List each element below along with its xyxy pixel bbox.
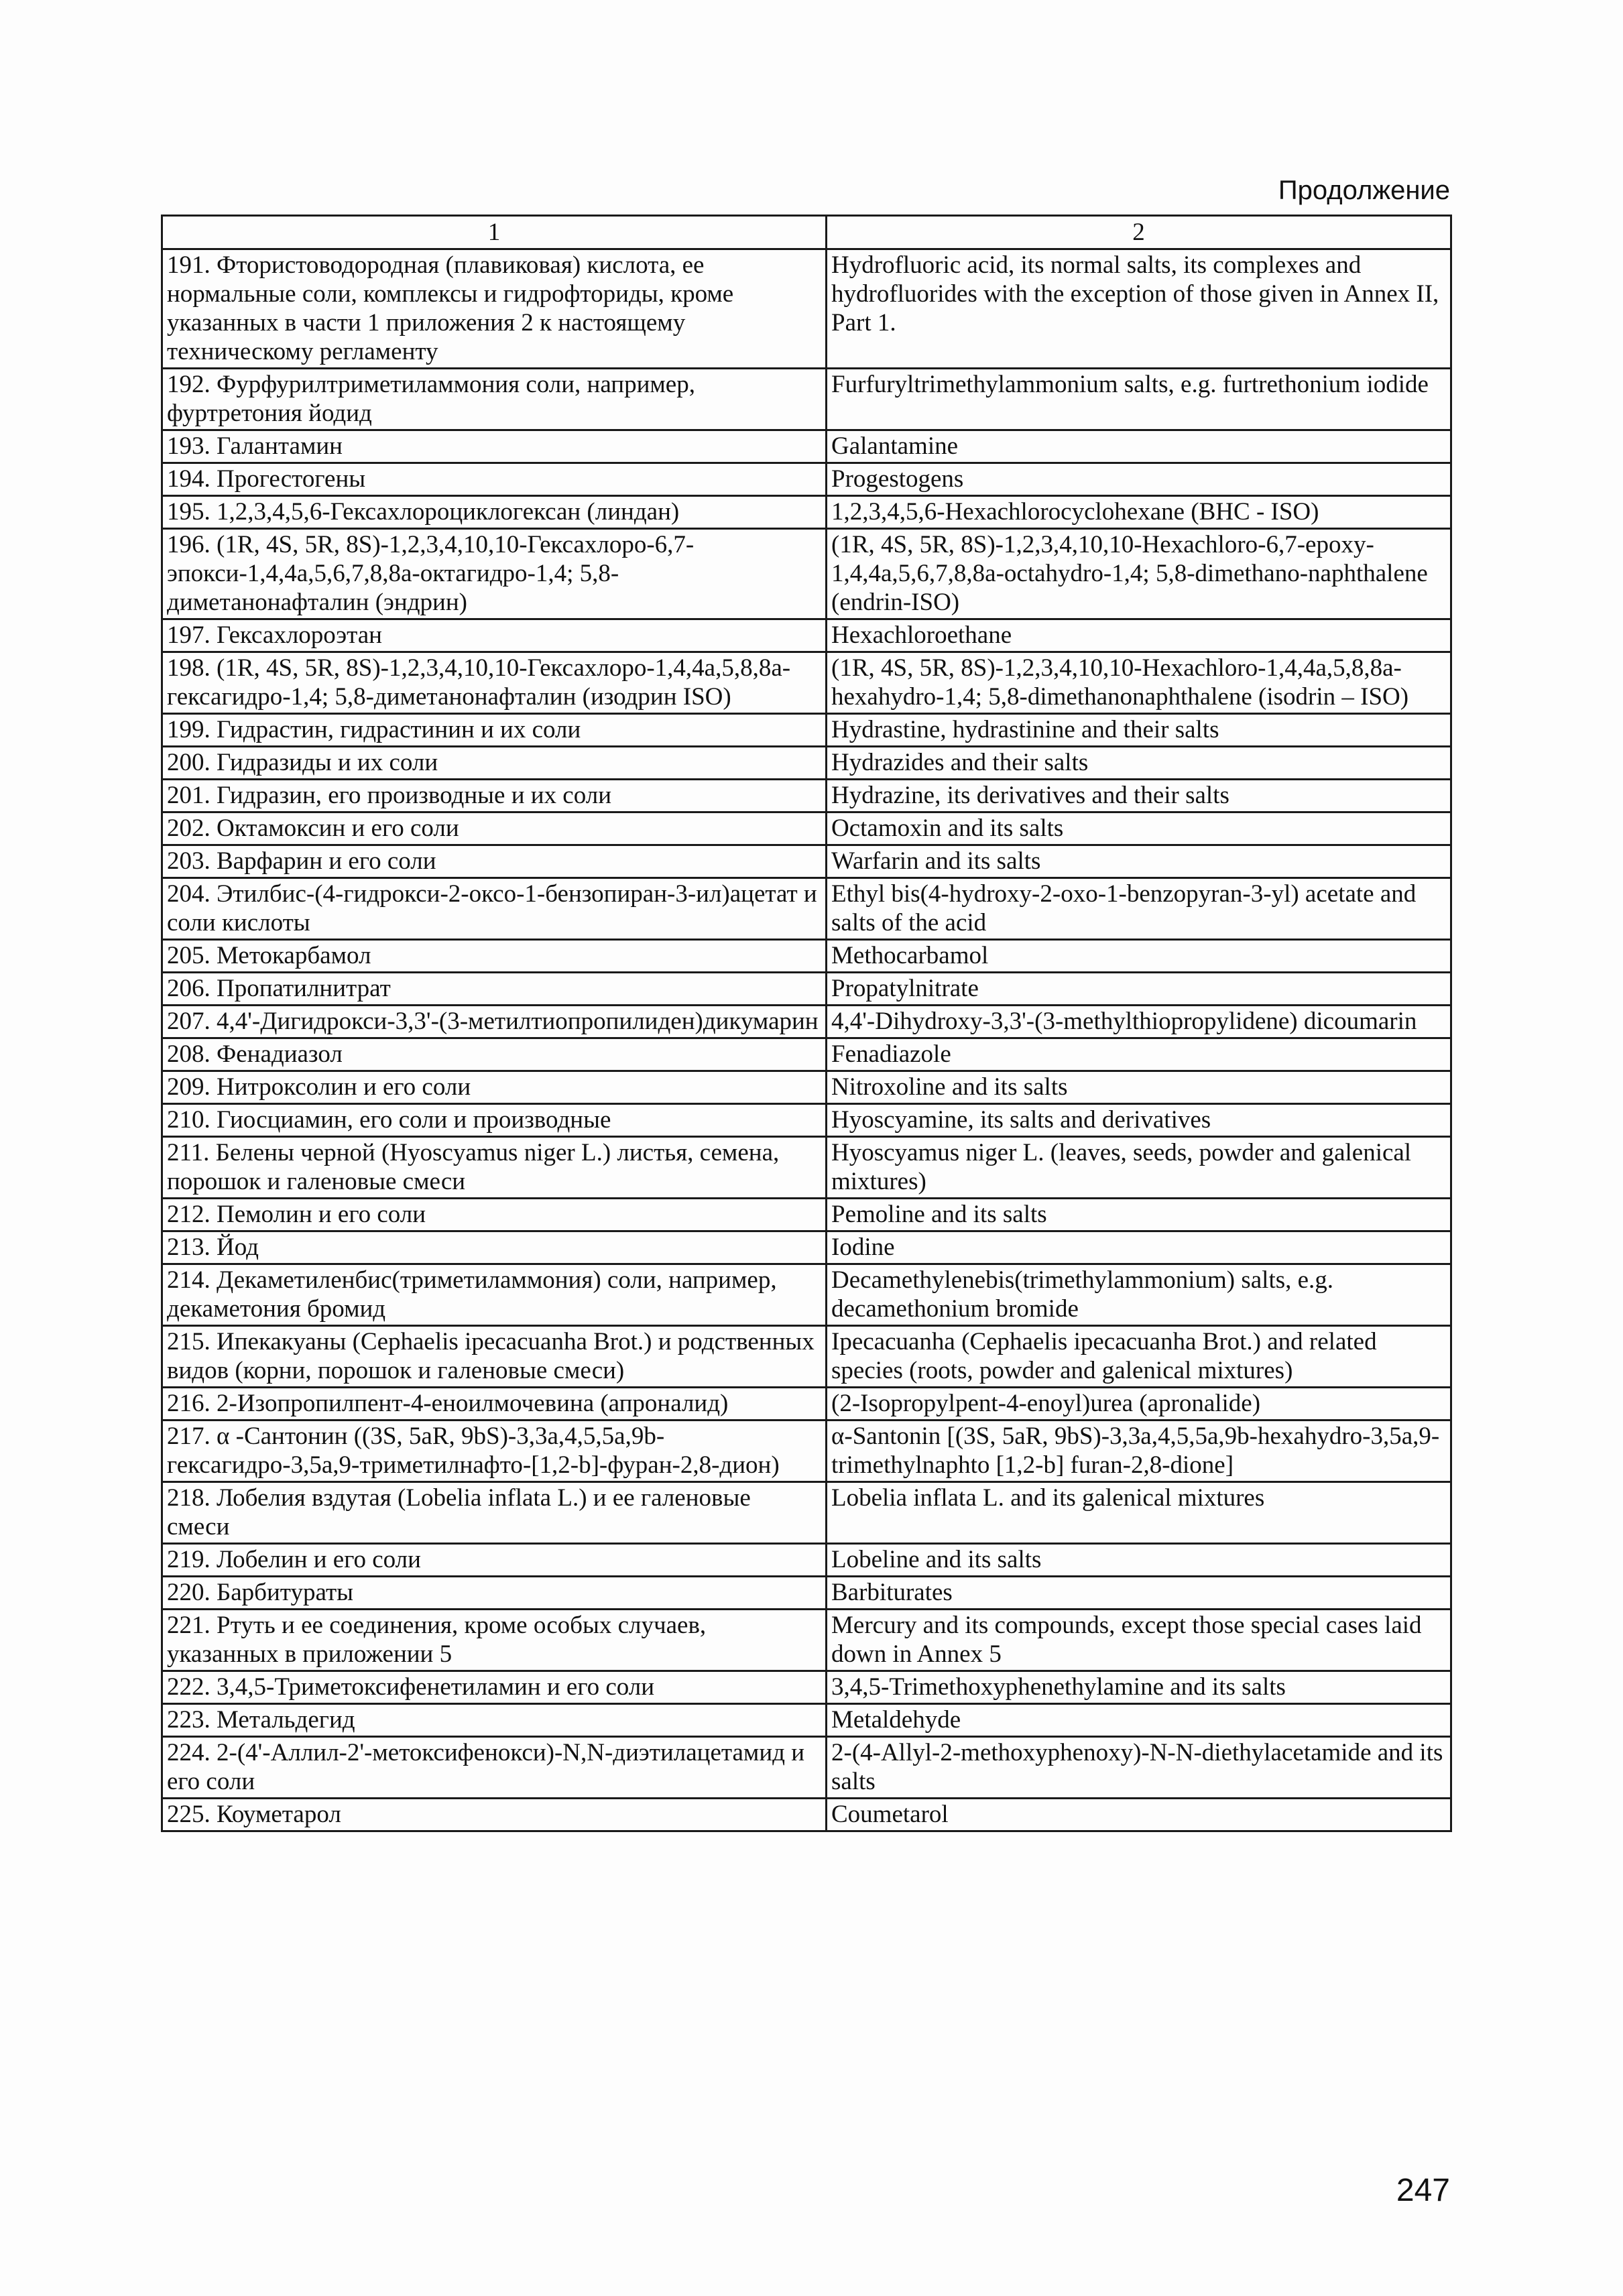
cell-russian: 217. α -Сантонин ((3S, 5aR, 9bS)-3,3a,4,5,5a,9b-гексагидро-3,5a,9-триметилнафто-[1,2-b]-фуран-2,8-дион) — [162, 1421, 827, 1482]
cell-english: Octamoxin and its salts — [827, 812, 1451, 845]
cell-russian: 201. Гидразин, его производные и их соли — [162, 780, 827, 812]
table-row — [162, 1610, 1451, 1671]
cell-english: Ethyl bis(4-hydroxy-2-oxo-1-benzopyran-3-yl) acetate and salts of the acid — [827, 878, 1451, 940]
table-row — [162, 1326, 1451, 1388]
table-row — [162, 496, 1451, 529]
cell-english: Propatylnitrate — [827, 973, 1451, 1006]
table-header-row — [162, 216, 1451, 249]
cell-russian: 193. Галантамин — [162, 430, 827, 463]
table-row — [162, 249, 1451, 369]
cell-russian: 199. Гидрастин, гидрастинин и их соли — [162, 714, 827, 747]
cell-english: Progestogens — [827, 463, 1451, 496]
cell-english: Hydrazine, its derivatives and their salts — [827, 780, 1451, 812]
cell-russian: 192. Фурфурилтриметиламмония соли, например, фуртретония йодид — [162, 369, 827, 430]
table-row — [162, 1704, 1451, 1737]
table-row — [162, 430, 1451, 463]
table-row — [162, 812, 1451, 845]
cell-english: (1R, 4S, 5R, 8S)-1,2,3,4,10,10-Hexachloro-1,4,4a,5,8,8a-hexahydro-1,4; 5,8-dimethanonaphthalene (isodrin – ISO) — [827, 652, 1451, 714]
cell-russian: 216. 2-Изопропилпент-4-еноилмочевина (апроналид) — [162, 1388, 827, 1421]
cell-english: 1,2,3,4,5,6-Hexachlorocyclohexane (BHC - ISO) — [827, 496, 1451, 529]
cell-english: (1R, 4S, 5R, 8S)-1,2,3,4,10,10-Hexachloro-6,7-epoxy-1,4,4a,5,6,7,8,8a-octahydro-1,4; 5,8-dimethano-naphthalene (endrin-ISO) — [827, 529, 1451, 619]
table-row — [162, 1388, 1451, 1421]
table-row — [162, 747, 1451, 780]
table-row — [162, 1544, 1451, 1577]
cell-russian: 205. Метокарбамол — [162, 940, 827, 973]
cell-russian: 203. Варфарин и его соли — [162, 845, 827, 878]
cell-english: Hyoscyamus niger L. (leaves, seeds, powder and galenical mixtures) — [827, 1137, 1451, 1199]
substances-table — [161, 215, 1452, 1832]
table-row — [162, 463, 1451, 496]
cell-russian: 196. (1R, 4S, 5R, 8S)-1,2,3,4,10,10-Гексахлоро-6,7-эпокси-1,4,4a,5,6,7,8,8a-октагидро-1,4; 5,8-диметанонафталин (эндрин) — [162, 529, 827, 619]
cell-english: Decamethylenebis(trimethylammonium) salts, e.g. decamethonium bromide — [827, 1264, 1451, 1326]
cell-english: 4,4'-Dihydroxy-3,3'-(3-methylthiopropylidene) dicoumarin — [827, 1006, 1451, 1038]
table-row — [162, 1671, 1451, 1704]
table-row — [162, 529, 1451, 619]
cell-russian: 220. Барбитураты — [162, 1577, 827, 1610]
table-row — [162, 878, 1451, 940]
table-row — [162, 1421, 1451, 1482]
cell-english: Ipecacuanha (Cephaelis ipecacuanha Brot.) and related species (roots, powder and galenical mixtures) — [827, 1326, 1451, 1388]
cell-english: Iodine — [827, 1231, 1451, 1264]
cell-russian: 200. Гидразиды и их соли — [162, 747, 827, 780]
page-number: 247 — [1396, 2173, 1450, 2208]
table-row — [162, 1231, 1451, 1264]
cell-russian: 223. Метальдегид — [162, 1704, 827, 1737]
cell-russian: 222. 3,4,5-Триметоксифенетиламин и его соли — [162, 1671, 827, 1704]
table-row — [162, 369, 1451, 430]
cell-english: Methocarbamol — [827, 940, 1451, 973]
cell-english: Coumetarol — [827, 1799, 1451, 1831]
cell-russian: 219. Лобелин и его соли — [162, 1544, 827, 1577]
column-header-2: 2 — [827, 216, 1451, 249]
continuation-label: Продолжение — [1278, 176, 1450, 205]
cell-english: Hydrastine, hydrastinine and their salts — [827, 714, 1451, 747]
cell-english: 2-(4-Allyl-2-methoxyphenoxy)-N-N-diethylacetamide and its salts — [827, 1737, 1451, 1799]
cell-russian: 198. (1R, 4S, 5R, 8S)-1,2,3,4,10,10-Гексахлоро-1,4,4a,5,8,8a-гексагидро-1,4; 5,8-диметанонафталин (изодрин ISO) — [162, 652, 827, 714]
cell-russian: 212. Пемолин и его соли — [162, 1199, 827, 1231]
cell-english: α-Santonin [(3S, 5aR, 9bS)-3,3a,4,5,5a,9b-hexahydro-3,5a,9-trimethylnaphto [1,2-b] furan-2,8-dione] — [827, 1421, 1451, 1482]
cell-russian: 218. Лобелия вздутая (Lobelia inflata L.) и ее галеновые смеси — [162, 1482, 827, 1544]
cell-english: Mercury and its compounds, except those special cases laid down in Annex 5 — [827, 1610, 1451, 1671]
cell-english: (2-Isopropylpent-4-enoyl)urea (apronalide) — [827, 1388, 1451, 1421]
cell-russian: 195. 1,2,3,4,5,6-Гексахлороциклогексан (линдан) — [162, 496, 827, 529]
cell-russian: 213. Йод — [162, 1231, 827, 1264]
table-row — [162, 619, 1451, 652]
table-row — [162, 714, 1451, 747]
table-row — [162, 940, 1451, 973]
cell-russian: 202. Октамоксин и его соли — [162, 812, 827, 845]
cell-russian: 215. Ипекакуаны (Cephaelis ipecacuanha Brot.) и родственных видов (корни, порошок и галеновые смеси) — [162, 1326, 827, 1388]
cell-english: Nitroxoline and its salts — [827, 1071, 1451, 1104]
cell-english: Warfarin and its salts — [827, 845, 1451, 878]
cell-russian: 191. Фтористоводородная (плавиковая) кислота, ее нормальные соли, комплексы и гидрофториды, кроме указанных в части 1 приложения 2 к настоящему техническому регламенту — [162, 249, 827, 369]
table-row — [162, 780, 1451, 812]
cell-english: Metaldehyde — [827, 1704, 1451, 1737]
cell-english: 3,4,5-Trimethoxyphenethylamine and its salts — [827, 1671, 1451, 1704]
cell-english: Fenadiazole — [827, 1038, 1451, 1071]
cell-english: Hexachloroethane — [827, 619, 1451, 652]
cell-english: Barbiturates — [827, 1577, 1451, 1610]
cell-russian: 210. Гиосциамин, его соли и производные — [162, 1104, 827, 1137]
cell-russian: 209. Нитроксолин и его соли — [162, 1071, 827, 1104]
cell-english: Hydrofluoric acid, its normal salts, its complexes and hydrofluorides with the exception of those given in Annex II, Part 1. — [827, 249, 1451, 369]
cell-russian: 208. Фенадиазол — [162, 1038, 827, 1071]
cell-english: Lobeline and its salts — [827, 1544, 1451, 1577]
table-row — [162, 973, 1451, 1006]
cell-english: Lobelia inflata L. and its galenical mixtures — [827, 1482, 1451, 1544]
cell-russian: 204. Этилбис-(4-гидрокси-2-оксо-1-бензопиран-3-ил)ацетат и соли кислоты — [162, 878, 827, 940]
cell-english: Furfuryltrimethylammonium salts, e.g. furtrethonium iodide — [827, 369, 1451, 430]
table-row — [162, 1577, 1451, 1610]
cell-russian: 221. Ртуть и ее соединения, кроме особых случаев, указанных в приложении 5 — [162, 1610, 827, 1671]
table-row — [162, 1038, 1451, 1071]
cell-russian: 214. Декаметиленбис(триметиламмония) соли, например, декаметония бромид — [162, 1264, 827, 1326]
cell-russian: 194. Прогестогены — [162, 463, 827, 496]
table-row — [162, 1104, 1451, 1137]
cell-russian: 197. Гексахлороэтан — [162, 619, 827, 652]
cell-russian: 211. Белены черной (Hyoscyamus niger L.) листья, семена, порошок и галеновые смеси — [162, 1137, 827, 1199]
table-row — [162, 1737, 1451, 1799]
table-row — [162, 1482, 1451, 1544]
table-row — [162, 1137, 1451, 1199]
column-header-1: 1 — [162, 216, 827, 249]
table-row — [162, 1199, 1451, 1231]
cell-russian: 206. Пропатилнитрат — [162, 973, 827, 1006]
table-row — [162, 1799, 1451, 1831]
table-row — [162, 1006, 1451, 1038]
table-row — [162, 1071, 1451, 1104]
cell-english: Hyoscyamine, its salts and derivatives — [827, 1104, 1451, 1137]
cell-russian: 225. Коуметарол — [162, 1799, 827, 1831]
cell-english: Galantamine — [827, 430, 1451, 463]
cell-russian: 224. 2-(4'-Аллил-2'-метоксифенокси)-N,N-диэтилацетамид и его соли — [162, 1737, 827, 1799]
table-row — [162, 845, 1451, 878]
cell-english: Hydrazides and their salts — [827, 747, 1451, 780]
cell-english: Pemoline and its salts — [827, 1199, 1451, 1231]
cell-russian: 207. 4,4'-Дигидрокси-3,3'-(3-метилтиопропилиден)дикумарин — [162, 1006, 827, 1038]
table-row — [162, 652, 1451, 714]
table-row — [162, 1264, 1451, 1326]
